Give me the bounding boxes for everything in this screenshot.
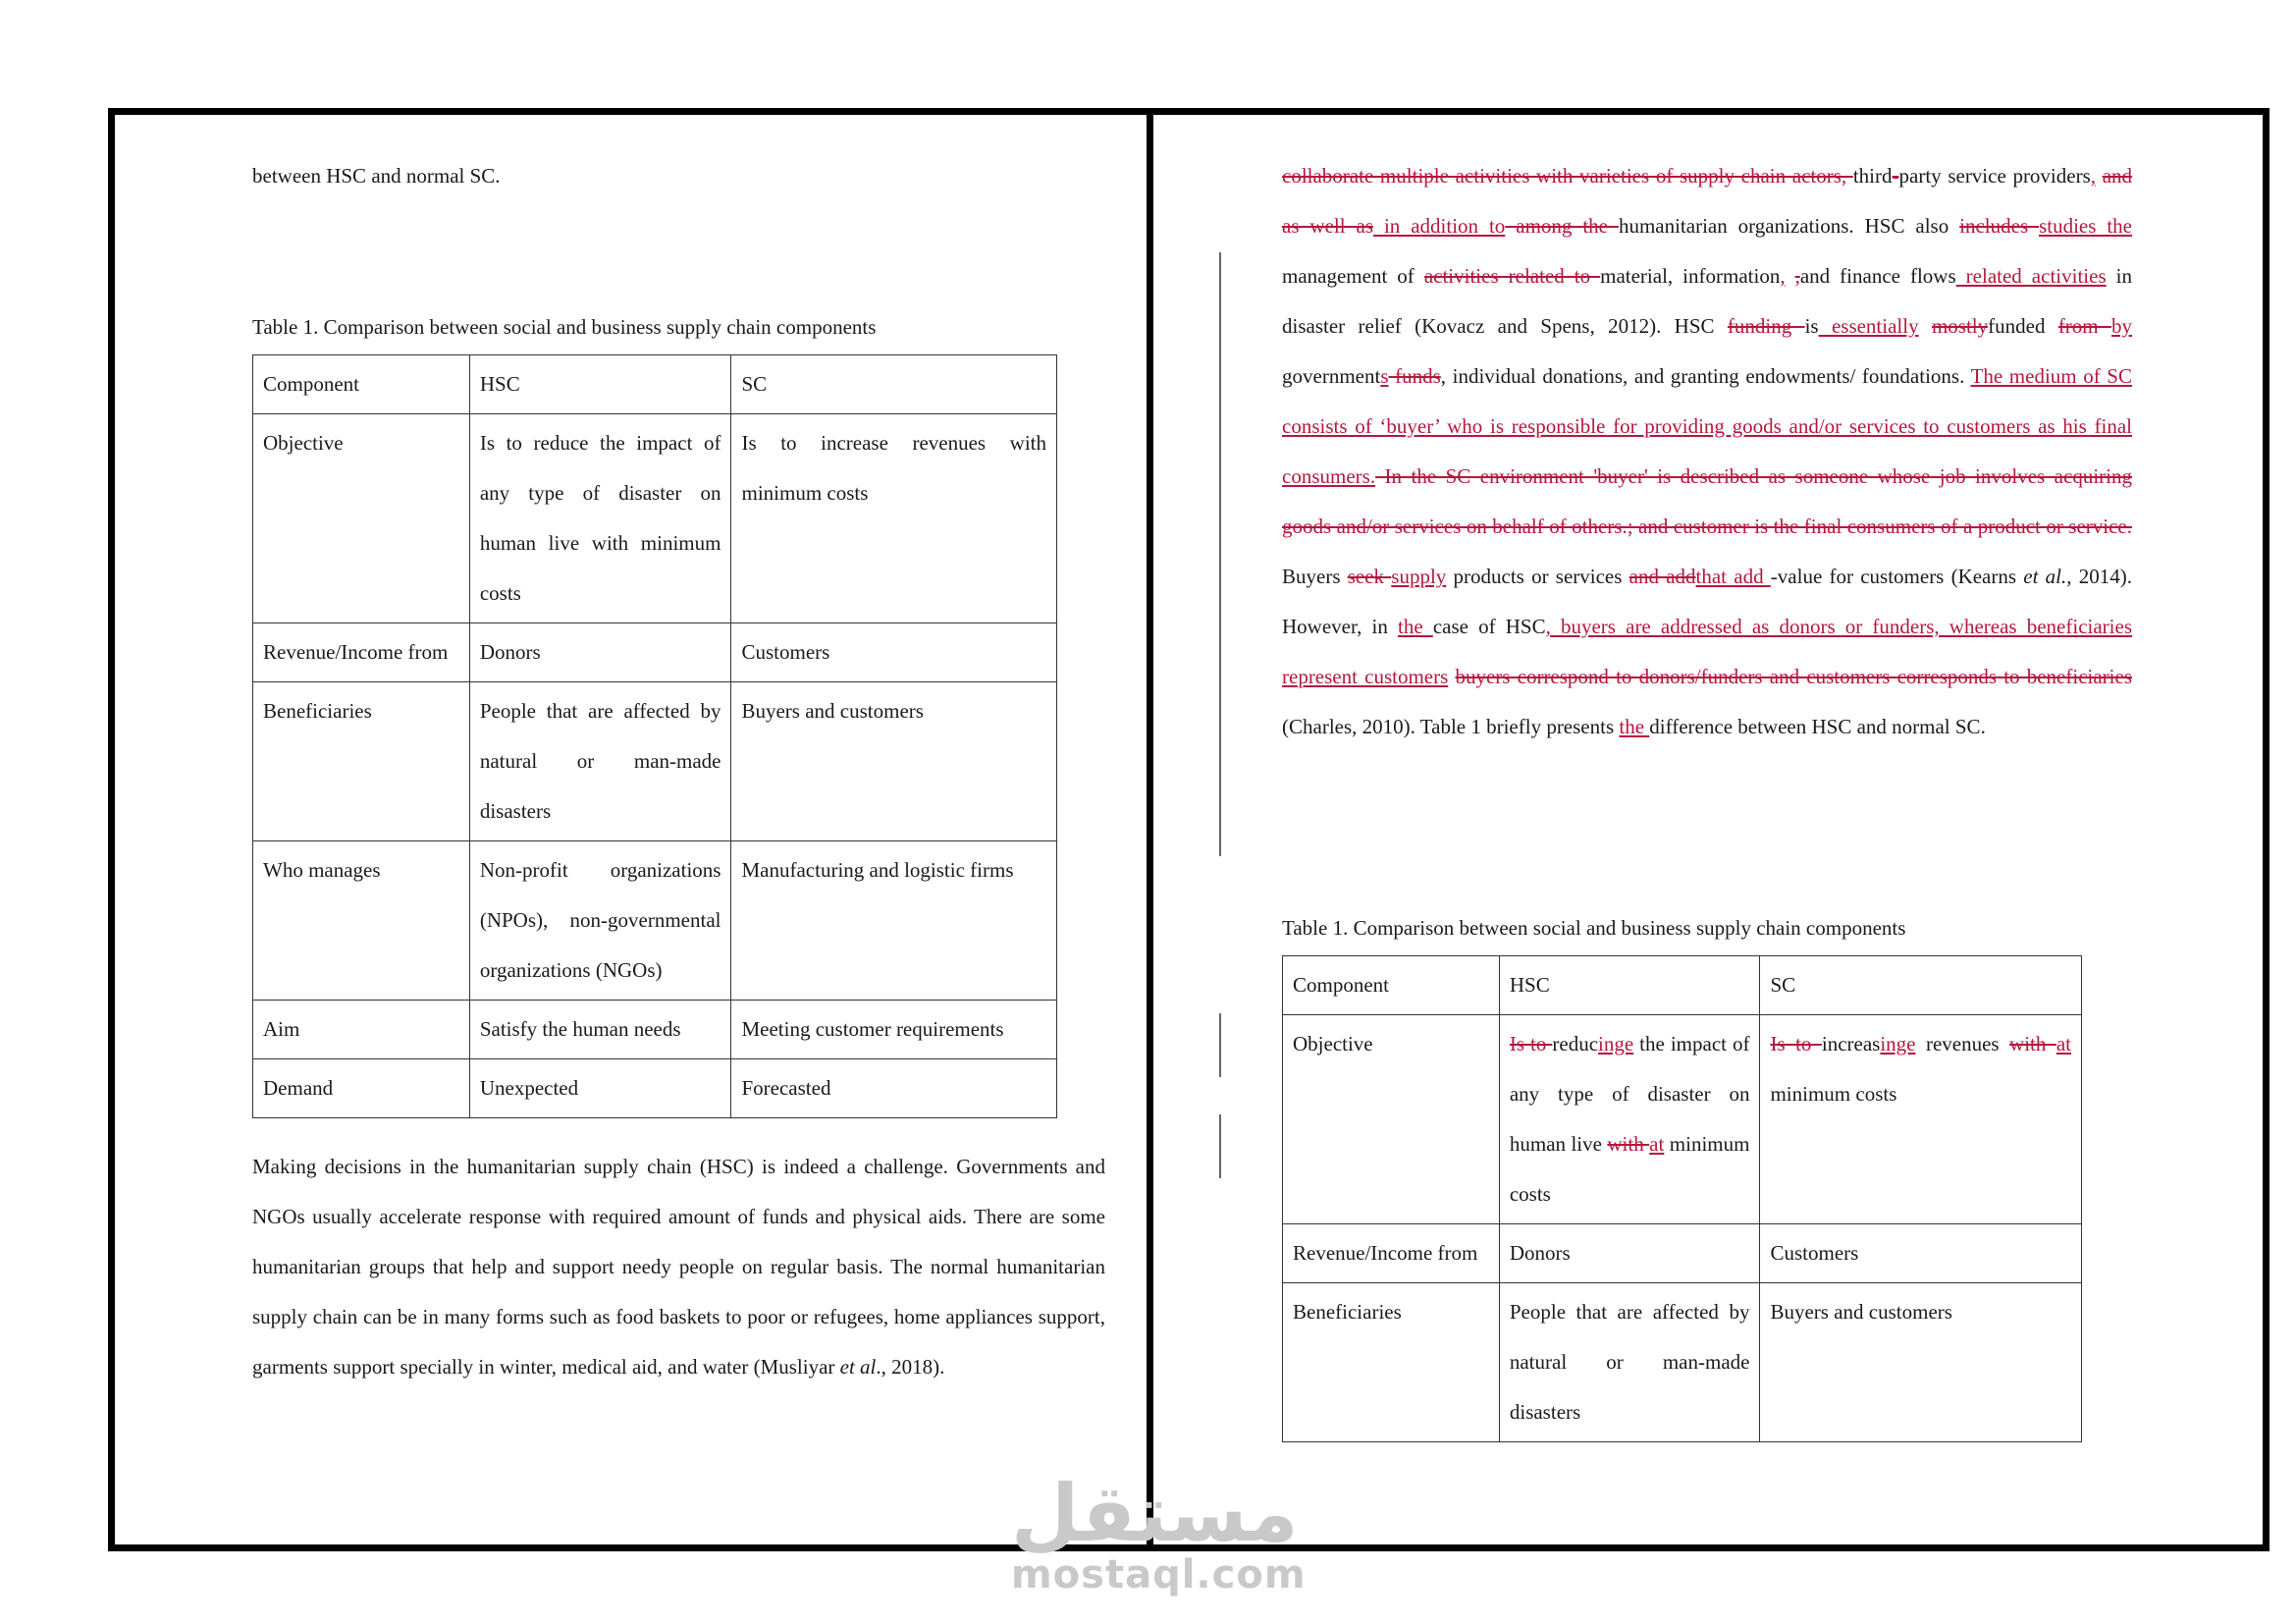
row-label-cell: Who manages <box>253 841 470 1001</box>
text-segment <box>1919 314 1932 338</box>
table-row <box>253 414 1057 623</box>
text-segment: products or services <box>1446 565 1629 588</box>
header-cell: Component <box>253 355 470 414</box>
deleted-text: mostly <box>1931 314 1989 338</box>
sc-cell: Buyers and customers <box>1760 1283 2082 1442</box>
inserted-text: inge <box>1880 1032 1916 1056</box>
sc-cell: Customers <box>1760 1224 2082 1283</box>
inserted-text: s <box>1380 364 1389 388</box>
main-paragraph-end: ., 2018). <box>876 1355 945 1379</box>
deleted-text: with <box>2009 1032 2056 1056</box>
table-row <box>253 841 1057 1001</box>
deleted-text: seek <box>1347 565 1392 588</box>
inserted-text: studies the <box>2039 214 2133 238</box>
deleted-text: collaborate multiple activities with varieties of supply chain actors, <box>1282 164 1853 188</box>
table-row <box>253 682 1057 841</box>
change-bar <box>1219 252 1221 856</box>
table-row <box>253 1059 1057 1118</box>
sc-cell: Customers <box>731 623 1057 682</box>
text-segment: minimum costs <box>1770 1082 1897 1106</box>
watermark-arabic: مستقل <box>1011 1468 1299 1559</box>
inserted-text: essentially <box>1818 314 1919 338</box>
table-header-row <box>253 355 1057 414</box>
text-segment: government <box>1282 364 1381 388</box>
sc-cell: Manufacturing and logistic firms <box>731 841 1057 1001</box>
deleted-text: and as well as <box>1282 164 2133 238</box>
citation-etal: et al <box>839 1355 877 1379</box>
text-segment: difference between HSC and normal SC. <box>1649 715 1986 738</box>
text-segment: humanitarian organizations. HSC also <box>1618 214 1960 238</box>
inserted-text: , <box>2090 164 2097 188</box>
text-segment: and finance flows <box>1799 264 1956 288</box>
deleted-text: activities related to <box>1423 264 1601 288</box>
sc-cell-tracked <box>1760 1015 2082 1224</box>
inserted-text: the <box>1398 615 1433 638</box>
deleted-text: - <box>1892 164 1899 188</box>
row-label-cell: Objective <box>1283 1015 1500 1224</box>
inserted-text: , <box>1780 264 1786 288</box>
text-segment: case of HSC <box>1432 615 1546 638</box>
left-page <box>108 108 1154 1551</box>
table-caption: Table 1. Comparison between social and business supply chain components <box>252 315 877 339</box>
deleted-text: funding <box>1727 314 1805 338</box>
inserted-text: The medium of SC consists of ‘buyer’ who is responsible for providing goods and/or services to customers as his final consumers. <box>1282 364 2132 488</box>
text-segment: , individual donations, and granting endowments/ foundations. <box>1440 364 1971 388</box>
text-segment: et al. <box>2023 565 2067 588</box>
text-segment: management of <box>1282 264 1424 288</box>
inserted-text: inge <box>1598 1032 1634 1056</box>
row-label-cell: Aim <box>253 1001 470 1059</box>
sc-cell: Forecasted <box>731 1059 1057 1118</box>
header-cell: Component <box>1283 956 1500 1015</box>
text-segment: , 2014). However, in <box>1282 565 2132 638</box>
row-label-cell: Beneficiaries <box>1283 1283 1500 1442</box>
row-label-cell: Revenue/Income from <box>1283 1224 1500 1283</box>
table-caption: Table 1. Comparison between social and business supply chain components <box>1282 916 1906 940</box>
inserted-text: the <box>1619 715 1650 738</box>
inserted-text: that add <box>1695 565 1771 588</box>
hsc-cell: Is to reduce the impact of any type of disaster on human live with minimum costs <box>469 414 731 623</box>
deleted-text: among <box>1505 214 1583 238</box>
deleted-text: buyers correspond to donors/funders and customers corresponds to beneficiaries <box>1455 665 2132 688</box>
text-segment <box>1786 264 1795 288</box>
change-bar <box>1219 1013 1221 1077</box>
inserted-text: in addition to <box>1373 214 1506 238</box>
table-row <box>253 1001 1057 1059</box>
row-label-cell: Beneficiaries <box>253 682 470 841</box>
hsc-cell: People that are affected by natural or man-made disasters <box>1499 1283 1760 1442</box>
table-row <box>1283 1283 2082 1442</box>
text-segment: (Charles, 2010). Table 1 briefly presents <box>1282 715 1620 738</box>
watermark-latin: mostaql.com <box>1011 1552 1307 1597</box>
deleted-text: In the SC environment 'buyer' is described as someone whose job involves acquiring goods and/or services on behalf of others.; and customer is the final consumers of a product or service. <box>1282 464 2132 538</box>
table-row <box>253 623 1057 682</box>
text-segment: Buyers <box>1282 565 1348 588</box>
deleted-text: Is to <box>1770 1032 1822 1056</box>
text-segment: -value for customers (Kearns <box>1770 565 2024 588</box>
mostaql-watermark <box>1011 1468 1307 1597</box>
deleted-text: Is to <box>1509 1032 1553 1056</box>
comparison-table <box>252 354 1057 1118</box>
table-row <box>1283 1015 2082 1224</box>
hsc-cell: Satisfy the human needs <box>469 1001 731 1059</box>
header-cell: HSC <box>469 355 731 414</box>
deleted-text: from <box>2057 314 2111 338</box>
hsc-cell: Unexpected <box>469 1059 731 1118</box>
right-page <box>1147 108 2269 1551</box>
row-label-cell: Revenue/Income from <box>253 623 470 682</box>
inserted-text: at <box>2056 1032 2071 1056</box>
text-segment: minimum costs <box>1509 1132 1750 1206</box>
change-bar <box>1219 1114 1221 1178</box>
text-segment: is <box>1804 314 1819 338</box>
inserted-text: , buyers are addressed as donors or funders, whereas beneficiaries represent customers <box>1282 615 2133 688</box>
hsc-cell: People that are affected by natural or man-made disasters <box>469 682 731 841</box>
row-label-cell: Demand <box>253 1059 470 1118</box>
inserted-text: by <box>2111 314 2132 338</box>
deleted-text: includes <box>1959 214 2040 238</box>
text-segment: third <box>1852 164 1893 188</box>
header-cell: HSC <box>1499 956 1760 1015</box>
inserted-text: related activities <box>1955 264 2107 288</box>
text-segment: funded <box>1988 314 2058 338</box>
hsc-cell-tracked <box>1499 1015 1760 1224</box>
intro-tail-text: between HSC and normal SC. <box>252 164 501 188</box>
deleted-text: the <box>1582 214 1619 238</box>
tracked-changes-paragraph <box>1282 151 2132 752</box>
sc-cell: Meeting customer requirements <box>731 1001 1057 1059</box>
inserted-text: supply <box>1391 565 1447 588</box>
hsc-cell: Donors <box>1499 1224 1760 1283</box>
text-segment <box>2096 164 2103 188</box>
inserted-text: at <box>1649 1132 1665 1156</box>
hsc-cell: Non-profit organizations (NPOs), non-governmental organizations (NGOs) <box>469 841 731 1001</box>
text-segment: increas <box>1821 1032 1881 1056</box>
text-segment: revenues <box>1915 1032 2010 1056</box>
deleted-text: funds <box>1388 364 1441 388</box>
deleted-text: with <box>1607 1132 1650 1156</box>
text-segment: reduc <box>1552 1032 1599 1056</box>
row-label-cell: Objective <box>253 414 470 623</box>
main-paragraph <box>252 1142 1105 1392</box>
header-cell: SC <box>731 355 1057 414</box>
hsc-cell: Donors <box>469 623 731 682</box>
table-header-row <box>1283 956 2082 1015</box>
text-segment: in disaster relief (Kovacz and Spens, 2012). HSC <box>1282 264 2132 338</box>
header-cell: SC <box>1760 956 2082 1015</box>
text-segment: party service providers <box>1898 164 2091 188</box>
deleted-text: and add <box>1629 565 1696 588</box>
deleted-text: , <box>1794 264 1800 288</box>
text-segment: the impact of any type of disaster on human live <box>1509 1032 1750 1156</box>
text-segment: material, information <box>1600 264 1781 288</box>
sc-cell: Is to increase revenues with minimum costs <box>731 414 1057 623</box>
main-paragraph-text: Making decisions in the humanitarian supply chain (HSC) is indeed a challenge. Governments and NGOs usually accelerate response with required amount of funds and physical aids. There are some humanitarian groups that help and support needy people on regular basis. The normal humanitarian supply chain can be in many forms such as food baskets to poor or refugees, home appliances support, garments support specially in winter, medical aid, and water (Musliyar <box>252 1155 1105 1379</box>
comparison-table-tracked <box>1282 955 2082 1442</box>
table-row <box>1283 1224 2082 1283</box>
sc-cell: Buyers and customers <box>731 682 1057 841</box>
